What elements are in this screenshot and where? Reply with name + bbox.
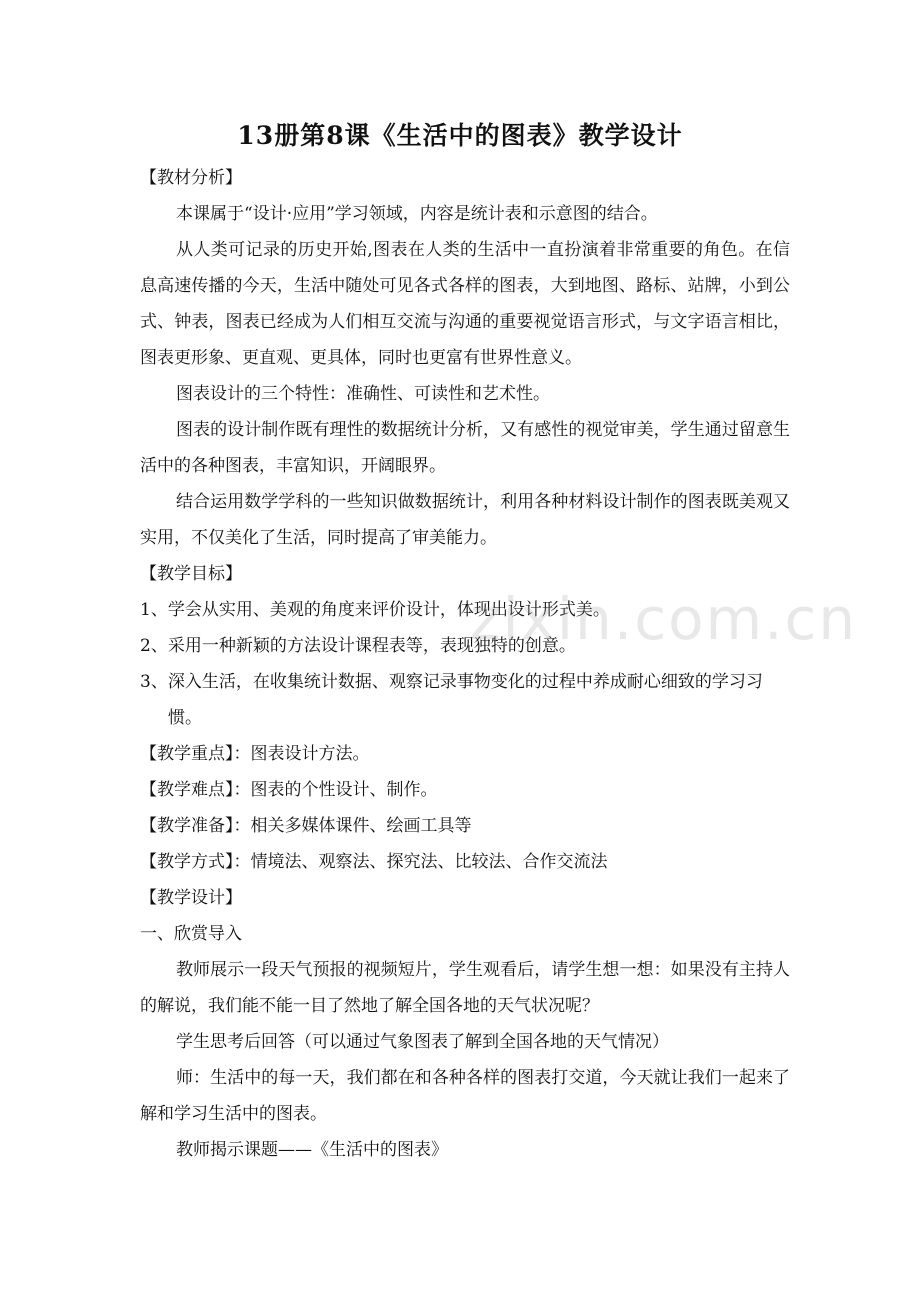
watermark: zixin.com.cn: [470, 585, 858, 653]
paragraph-math-integration: 结合运用数学学科的一些知识做数据统计，利用各种材料设计制作的图表既美观又实用，不仅美化了生活，同时提高了审美能力。: [140, 492, 790, 548]
section-heading-design: 【教学设计】: [140, 888, 242, 908]
goal-item: 1、学会从实用、美观的角度来评价设计，体现出设计形式美。: [140, 600, 610, 620]
goal-item: 2、采用一种新颖的方法设计课程表等，表现独特的创意。: [140, 636, 576, 656]
paragraph-student-answer: 学生思考后回答（可以通过气象图表了解到全国各地的天气情况）: [176, 1032, 669, 1052]
paragraph-features: 图表设计的三个特性：准确性、可读性和艺术性。: [176, 384, 550, 404]
paragraph-design-production: 图表的设计制作既有理性的数据统计分析，又有感性的视觉审美，学生通过留意生活中的各种图表，丰富知识，开阔眼界。: [140, 420, 790, 476]
method-line: 【教学方式】：情境法、观察法、探究法、比较法、合作交流法: [140, 852, 608, 872]
section-heading-analysis: 【教材分析】: [140, 168, 242, 188]
paragraph-reveal-topic: 教师揭示课题——《生活中的图表》: [176, 1140, 448, 1160]
paragraph-history: 从人类可记录的历史开始,图表在人类的生活中一直扮演着非常重要的角色。在信息高速传播的今天，生活中随处可见各式各样的图表，大到地图、路标、站牌，小到公式、钟表，图表已经成为人们相互交流与沟通的重要视觉语言形式，与文字语言相比，图表更形象、更直观、更具体，同时也更富有世界性意义。: [140, 240, 790, 368]
goal-item: 3、深入生活，在收集统计数据、观察记录事物变化的过程中养成耐心细致的学习习惯。: [140, 672, 763, 728]
document-body: [140, 160, 790, 1168]
paragraph-teacher-remark: 师：生活中的每一天，我们都在和各种各样的图表打交道，今天就让我们一起来了解和学习生活中的图表。: [140, 1068, 790, 1124]
step-heading: 一、欣赏导入: [140, 924, 242, 944]
section-heading-goals: 【教学目标】: [140, 564, 242, 584]
paragraph-weather-video: 教师展示一段天气预报的视频短片，学生观看后，请学生想一想：如果没有主持人的解说，我们能不能一目了然地了解全国各地的天气状况呢？: [140, 960, 790, 1016]
difficulty-line: 【教学难点】：图表的个性设计、制作。: [140, 780, 438, 800]
preparation-line: 【教学准备】：相关多媒体课件、绘画工具等: [140, 816, 472, 836]
key-point-line: 【教学重点】：图表设计方法。: [140, 744, 370, 764]
document-title: 13册第8课《生活中的图表》教学设计: [237, 121, 683, 150]
paragraph-domain: 本课属于“设计·应用”学习领域，内容是统计表和示意图的结合。: [176, 204, 658, 224]
